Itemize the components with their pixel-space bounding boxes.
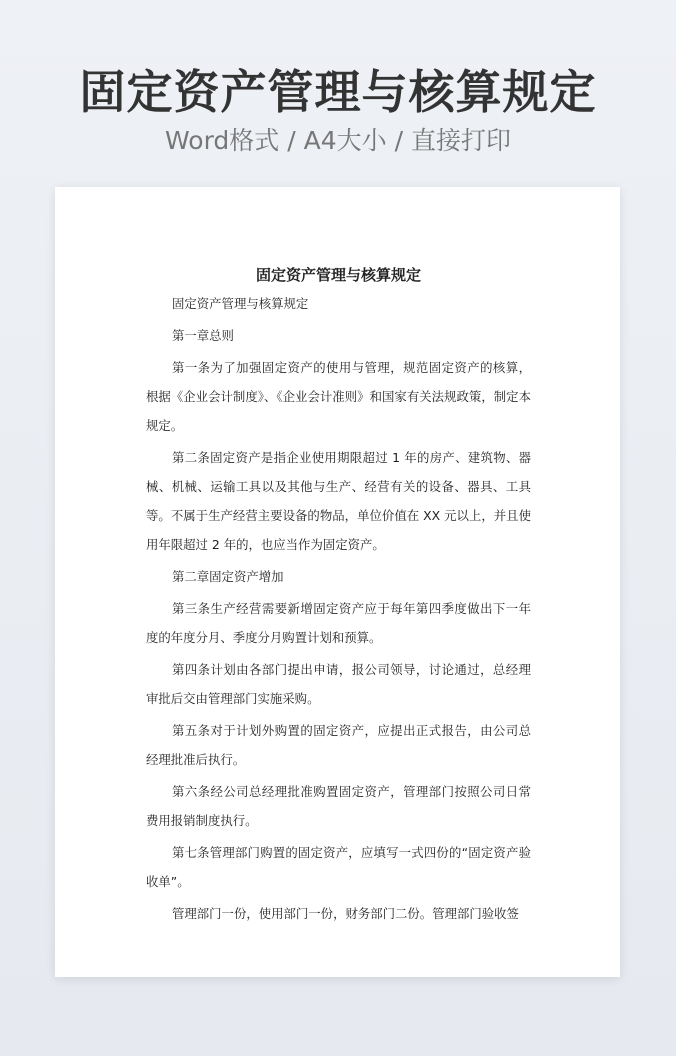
chapter-heading: 第二章固定资产增加 — [172, 569, 284, 584]
document-page — [55, 187, 620, 977]
document-paragraph: 第三条生产经营需要新增固定资产应于每年第四季度做出下一年度的年度分月、季度分月购置计划和预算。 — [146, 601, 531, 645]
banner-title: 固定资产管理与核算规定 — [79, 65, 597, 119]
document-paragraph: 第七条管理部门购置的固定资产，应填写一式四份的“固定资产验收单”。 — [146, 845, 531, 889]
banner-subtitle: Word格式 / A4大小 / 直接打印 — [165, 126, 511, 155]
document-paragraph: 固定资产管理与核算规定 — [172, 296, 309, 311]
document-paragraph: 管理部门一份，使用部门一份，财务部门二份。管理部门验收签 — [172, 906, 519, 921]
document-paragraph: 第四条计划由各部门提出申请，报公司领导，讨论通过，总经理审批后交由管理部门实施采购。 — [146, 662, 531, 706]
banner — [0, 62, 676, 158]
document-paragraph: 第一条为了加强固定资产的使用与管理，规范固定资产的核算，根据《企业会计制度》、《企业会计准则》和国家有关法规政策，制定本规定。 — [146, 360, 531, 433]
document-paragraph: 第二条固定资产是指企业使用期限超过 1 年的房产、建筑物、器械、机械、运输工具以及其他与生产、经营有关的设备、器具、工具等。不属于生产经营主要设备的物品，单位价值在 XX 元以上，并且使用年限超过 2 年的，也应当作为固定资产。 — [146, 450, 531, 552]
document-title: 固定资产管理与核算规定 — [255, 266, 421, 284]
document-paragraph: 第六条经公司总经理批准购置固定资产，管理部门按照公司日常费用报销制度执行。 — [146, 784, 531, 828]
document-paragraph: 第五条对于计划外购置的固定资产，应提出正式报告，由公司总经理批准后执行。 — [146, 723, 531, 767]
chapter-heading: 第一章总则 — [172, 328, 234, 343]
document-content — [146, 263, 531, 928]
